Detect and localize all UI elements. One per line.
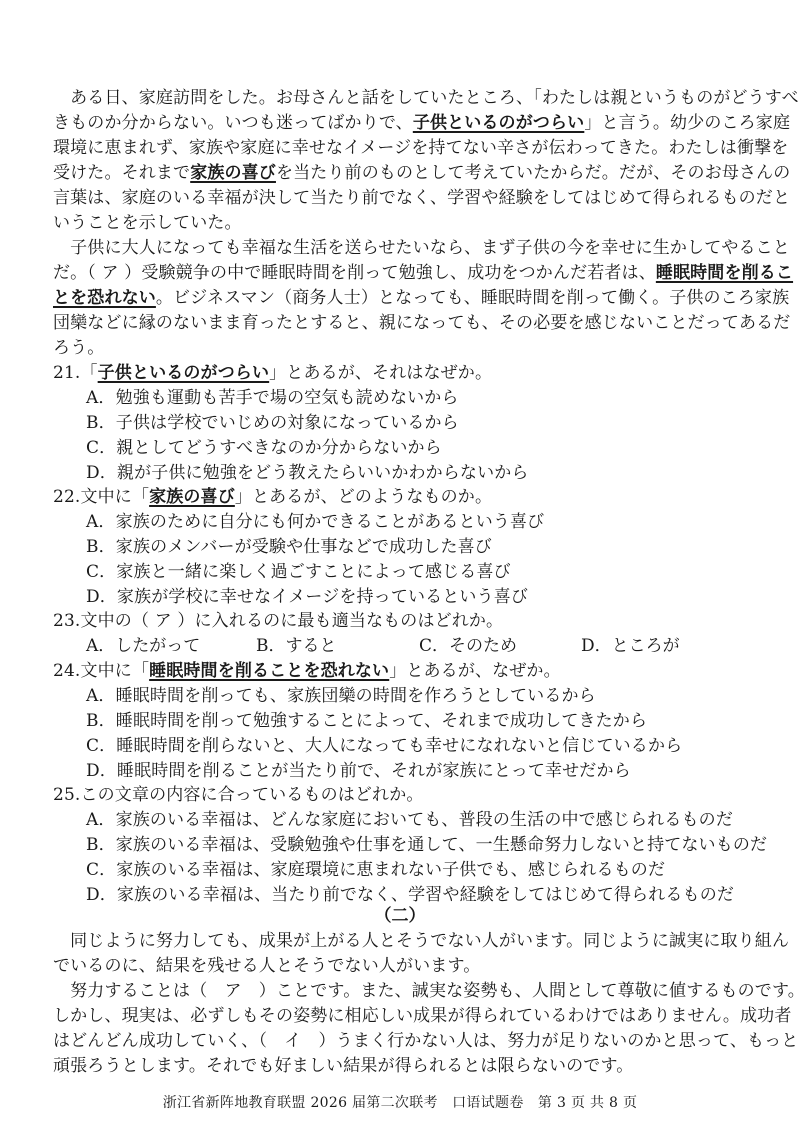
passage-text: 受けた。それまで: [53, 163, 191, 183]
option-24-d[interactable]: D．睡眠時間を削ることが当たり前で、それが家族にとって幸せだから: [86, 761, 631, 781]
option-24-c[interactable]: C．睡眠時間を削らないと、大人になっても幸せになれないと信じているから: [86, 736, 683, 756]
passage-text: きものか分からない。いつも迷ってばかりで、: [53, 113, 413, 133]
option-21-d[interactable]: D．親が子供に勉強をどう教えたらいいかわからないから: [86, 463, 529, 483]
question-text: 文中に「: [80, 487, 150, 507]
passage-line: 環境に恵まれず、家族や家庭に幸せなイメージを持てない辛さが伝わってきた。わたしは衝撃を: [53, 138, 789, 158]
question-text: 」とあるが、それはなぜか。: [269, 363, 493, 383]
option-25-a[interactable]: A．家族のいる幸福は、どんな家庭においても、普段の生活の中で感じられるものだ: [86, 810, 733, 830]
option-22-a[interactable]: A．家族のために自分にも何かできることがあるという喜び: [86, 512, 545, 532]
question-text: この文章の内容に合っているものはどれか。: [80, 785, 424, 805]
question-number: 21.: [53, 363, 81, 383]
question-text: 文中の（ ア ）に入れるのに最も適当なものはどれか。: [80, 611, 504, 631]
section-heading: （二）: [374, 906, 426, 926]
question-text: 」とあるが、どのようなものか。: [234, 487, 493, 507]
option-23-a[interactable]: A．したがって: [86, 636, 201, 656]
page-footer: 浙江省新阵地教育联盟 2026 届第二次联考 口语试题卷 第 3 页 共 8 页: [162, 1095, 638, 1111]
option-21-b[interactable]: B．子供は学校でいじめの対象になっているから: [86, 413, 459, 433]
option-25-b[interactable]: B．家族のいる幸福は、受験勉強や仕事を通して、一生懸命努力しないと持てないものだ: [86, 835, 768, 855]
underlined-phrase: 睡眠時間を削るこ: [655, 263, 794, 283]
question-text: 」とあるが、なぜか。: [389, 661, 561, 681]
passage-line: [53, 111, 791, 135]
option-23-b[interactable]: B．すると: [256, 636, 337, 656]
question-text: 文中に「: [80, 661, 150, 681]
option-23-c[interactable]: C．そのため: [419, 636, 518, 656]
option-22-d[interactable]: D．家族が学校に幸せなイメージを持っているという喜び: [86, 587, 529, 607]
passage-line: ある日、家庭訪問をした。お母さんと話をしていたところ、「わたしは親というものがどうすべ: [53, 88, 799, 108]
passage-text: を当たり前のものとして考えていたからだ。だが、そのお母さんの: [275, 163, 791, 183]
passage-text: 」と言う。幼少のころ家庭: [584, 113, 791, 133]
question-text: 「: [80, 363, 98, 383]
passage-line: 同じように努力しても、成果が上がる人とそうでない人がいます。同じように誠実に取り組ん: [53, 931, 790, 951]
passage-line: はどんどん成功していく、（ イ ）うまく行かない人は、努力が足りないのかと思って、もっと: [53, 1031, 799, 1051]
passage-text: だ。（ ア ）受験競争の中で睡眠時間を削って勉強し、成功をつかんだ若者は、: [53, 263, 656, 283]
underlined-phrase: 子供といるのがつらい: [412, 113, 585, 133]
question-22: [53, 485, 753, 509]
question-23: [53, 609, 753, 633]
underlined-phrase: とを恐れない: [53, 288, 156, 308]
passage-line: 子供に大人になっても幸福な生活を送らせたいなら、まず子供の今を幸せに生かしてやること: [53, 238, 790, 258]
passage-line: [53, 261, 794, 285]
option-22-c[interactable]: C．家族と一緒に楽しく過ごすことによって感じる喜び: [86, 562, 511, 582]
option-25-d[interactable]: D．家族のいる幸福は、当たり前でなく、学習や経験をしてはじめて得られるものだ: [86, 885, 734, 905]
question-number: 22.: [53, 487, 81, 507]
question-24: [53, 659, 753, 683]
passage-line: 頑張ろうとします。それでも好ましい結果が得られるとは限らないのです。: [53, 1056, 634, 1076]
option-21-a[interactable]: A．勉強も運動も苦手で場の空気も読めないから: [86, 388, 459, 408]
underlined-phrase: 子供といるのがつらい: [97, 363, 270, 383]
passage-line: ろう。: [53, 338, 105, 358]
question-number: 24.: [53, 661, 81, 681]
passage-line: [53, 286, 790, 310]
passage-line: しかし、現実は、必ずしもその姿勢に相応しい成果が得られているわけではありません。成功者: [53, 1006, 792, 1026]
option-22-b[interactable]: B．家族のメンバーが受験や仕事などで成功した喜び: [86, 537, 492, 557]
question-25: [53, 783, 753, 807]
underlined-phrase: 家族の喜び: [190, 163, 276, 183]
question-21: [53, 361, 753, 385]
option-24-b[interactable]: B．睡眠時間を削って勉強することによって、それまで成功してきたから: [86, 711, 648, 731]
options-23: [86, 634, 726, 658]
option-23-d[interactable]: D．ところが: [581, 636, 680, 656]
passage-line: 団欒などに縁のないまま育ったとすると、親になっても、その必要を感じないことだってあるだ: [53, 313, 791, 333]
passage-line: 努力することは（ ア ）ことです。また、誠実な姿勢も、人間として尊敬に値するものです。: [53, 981, 805, 1001]
passage-line: いうことを示していた。: [53, 213, 242, 233]
underlined-phrase: 睡眠時間を削ることを恐れない: [149, 661, 390, 681]
passage-text: 。ビジネスマン（商务人士）となっても、睡眠時間を削って働く。子供のころ家族: [155, 288, 790, 308]
option-25-c[interactable]: C．家族のいる幸福は、家庭環境に恵まれない子供でも、感じられるものだ: [86, 860, 666, 880]
passage-line: [53, 161, 791, 185]
passage-line: でいるのに、結果を残せる人とそうでない人がいます。: [53, 956, 481, 976]
option-21-c[interactable]: C．親としてどうすべきなのか分からないから: [86, 438, 442, 458]
underlined-phrase: 家族の喜び: [149, 487, 235, 507]
passage-line: 言葉は、家庭のいる幸福が決して当たり前でなく、学習や経験をしてはじめて得られるものだと: [53, 188, 791, 208]
question-number: 25.: [53, 785, 81, 805]
option-24-a[interactable]: A．睡眠時間を削っても、家族団欒の時間を作ろうとしているから: [86, 686, 596, 706]
question-number: 23.: [53, 611, 81, 631]
